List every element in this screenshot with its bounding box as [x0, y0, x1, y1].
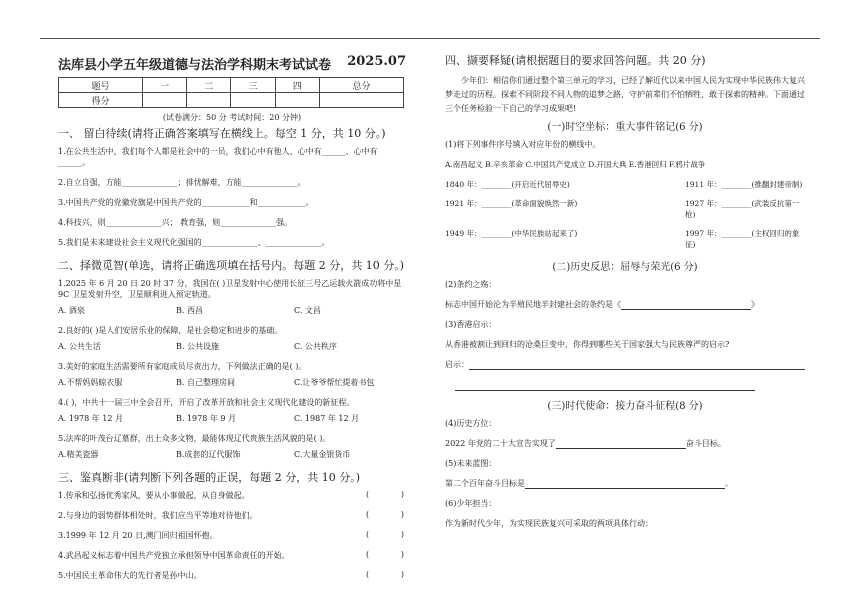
judge-question — [58, 490, 406, 501]
score-cell: 题号 — [59, 78, 143, 93]
choice-options — [58, 449, 406, 460]
task2-q2-label: (2)条约之殇： — [445, 280, 497, 289]
judge-question — [58, 550, 406, 561]
choice-options — [58, 377, 406, 388]
score-table-score-row — [59, 93, 404, 108]
choice-option[interactable]: A.精美瓷器 — [58, 450, 99, 459]
year-blank[interactable]: 1921 年：________(革命面貌焕然一新) — [445, 199, 578, 208]
choice-option[interactable]: A. 酒泉 — [58, 306, 85, 315]
choice-option[interactable]: B. 自己整理房间 — [176, 378, 235, 387]
second-goal-blank[interactable] — [525, 488, 725, 489]
choice-question: 4.( )，中共十一届三中全会召开，开启了改革开放和社会主义现代化建设的新征程。 — [58, 398, 355, 407]
exam-note: (试卷满分：50 分 考试时间：20 分钟) — [162, 113, 302, 122]
choice-question: 5.法库的叶茂台辽墓群，出土众多文物，最能体现辽代贵族生活风貌的是( )。 — [58, 434, 331, 443]
part1-heading: 一、 留白待续(请将正确答案填写在横线上。每空 1 分，共 10 分。) — [58, 127, 386, 140]
fill-question: 2.自立自强，方能______________；排忧解难，方能______________。 — [58, 178, 306, 187]
right-column — [445, 44, 805, 538]
task1-instruction: (1)将下列事件序号填入对应年份的横线中。 — [445, 140, 601, 149]
choice-options — [58, 341, 406, 352]
task1-title: (一)时空坐标：重大事件铭记(6 分) — [547, 122, 703, 133]
choice-option[interactable]: B. 1978 年 9 月 — [176, 414, 237, 423]
hk-answer-blank[interactable] — [469, 359, 805, 370]
judge-question — [58, 570, 406, 581]
choice-option[interactable]: B. 西昌 — [176, 306, 203, 315]
part4-heading: 四、撷要释疑(请根据题目的要求回答问题。共 20 分) — [445, 54, 706, 67]
top-rule — [40, 38, 820, 39]
score-cell: 四 — [275, 78, 319, 93]
task3-q4-line: 2022 年党的二十大宣告实现了 奋斗目标。 — [445, 439, 726, 448]
task3-q5-line: 第二个百年奋斗目标是 。 — [445, 479, 733, 488]
choice-option[interactable]: C. 公共秩序 — [294, 342, 337, 351]
fill-question: 1.在公共生活中，我们每个人都是社会中的一员，我们心中有他人、心中有______、心中有______。 — [58, 147, 378, 167]
judge-question-text: 1.传承和弘扬优秀家风，要从小事做起，从自身做起。 — [58, 491, 250, 500]
score-cell[interactable] — [319, 93, 403, 108]
score-cell[interactable] — [275, 93, 319, 108]
judge-answer-paren[interactable]: ( ) — [366, 550, 404, 559]
task3-q5-label: (5)未来蓝图： — [445, 459, 497, 468]
judge-answer-paren[interactable]: ( ) — [366, 490, 404, 499]
score-cell: 得分 — [59, 93, 143, 108]
task2-q3-label: (3)香港启示： — [445, 320, 497, 329]
choice-option[interactable]: A. 1978 年 12 月 — [58, 414, 124, 423]
score-cell[interactable] — [143, 93, 187, 108]
part2-heading: 二、择微觅智(单选，请将正确选项填在括号内。每题 2 分，共 10 分。) — [58, 259, 405, 272]
fill-question: 4.科技兴，则______________兴； 教育强，则______________强。 — [58, 218, 293, 227]
task2-title: (二)历史反思：屈辱与荣光(6 分) — [552, 262, 698, 273]
judge-question-text: 4.武昌起义标志着中国共产党独立承担领导中国革命责任的开始。 — [58, 551, 290, 560]
task2-q3-answer: 启示： — [445, 359, 805, 370]
choice-question: 2.良好的( )是人们安居乐业的保障，是社会稳定和进步的基础。 — [58, 326, 283, 335]
choice-option[interactable]: B. 公共设施 — [176, 342, 219, 351]
choice-question: 1.2025 年 6 月 20 日 20 时 37 分，我国在( )卫星发射中心使用长征三号乙运载火箭成功将中星 9C 卫星发射升空，卫星顺利进入预定轨道。 — [58, 279, 402, 299]
exam-title-text: 法库县小学五年级道德与法治学科期末考试试卷 — [58, 58, 332, 73]
exam-year: 2025.07 — [347, 54, 406, 69]
choice-question: 3.美好的家庭生活需要所有家庭成员尽责出力，下列做法正确的是( )。 — [58, 362, 307, 371]
judge-question-text: 3.1999 年 12 月 20 日,澳门回归祖国怀抱。 — [58, 531, 218, 540]
choice-option[interactable]: C.让爷爷帮忙提着书包 — [294, 378, 375, 387]
part4-intro: 少年们：相信你们通过整个第三单元的学习，已经了解近代以来中国人民为实现中华民族伟大复兴梦走过的历程。探索不同阶段不同人物的追梦之路，守护前辈们不怕牺牲，敢于探索的精神。下面通过三个任务检验一下自己的学习成果吧! — [445, 76, 805, 113]
task3-title: (三)时代使命：接力奋斗征程(8 分) — [547, 401, 703, 412]
choice-option[interactable]: C. 1987 年 12 月 — [294, 414, 360, 423]
task1-year-grid — [445, 179, 805, 250]
choice-option[interactable]: C. 文昌 — [294, 306, 321, 315]
hk-answer-blank-2[interactable] — [455, 380, 755, 391]
score-cell[interactable] — [231, 93, 275, 108]
task3-q6-label: (6)少年担当： — [445, 499, 497, 508]
choice-option[interactable]: A. 公共生活 — [58, 342, 101, 351]
choice-option[interactable]: C.大量金银货币 — [294, 450, 351, 459]
choice-options — [58, 413, 406, 424]
judge-question — [58, 510, 406, 521]
judge-answer-paren[interactable]: ( ) — [366, 530, 404, 539]
year-blank[interactable]: 1997 年：________(主权回归的象征) — [685, 229, 800, 249]
left-column — [58, 44, 406, 590]
judge-question-text: 2.与身边的弱势群体相处时，我们应当平等地对待他们。 — [58, 511, 258, 520]
score-table-header-row — [59, 78, 404, 93]
judge-answer-paren[interactable]: ( ) — [366, 510, 404, 519]
score-cell: 一 — [143, 78, 187, 93]
part3-heading: 三、鉴真断非(请判断下列各题的正误，每题 2 分，共 10 分。) — [58, 471, 361, 484]
fill-question: 5.我们是未来建设社会主义现代化强国的______________、______________。 — [58, 238, 330, 247]
judge-question — [58, 530, 406, 541]
score-cell: 三 — [231, 78, 275, 93]
score-cell: 总分 — [319, 78, 403, 93]
choice-option[interactable]: B.成套的辽代服饰 — [176, 450, 241, 459]
task1-options: A.南昌起义 B.辛亥革命 C.中国共产党成立 D.开国大典 E.香港回归 F.鸦片战争 — [445, 160, 706, 169]
choice-option[interactable]: A.不帮妈妈晾衣服 — [58, 378, 123, 387]
treaty-answer-blank[interactable] — [621, 309, 751, 310]
fill-question: 3.中国共产党的党徽党旗是中国共产党的____________和____________。 — [58, 198, 314, 207]
year-blank[interactable]: 1840 年：________(开启近代屈辱史) — [445, 180, 570, 189]
task3-q4-label: (4)历史方位： — [445, 419, 497, 428]
score-cell[interactable] — [187, 93, 231, 108]
year-blank[interactable]: 1927 年：________(武装反抗第一枪) — [685, 199, 800, 219]
year-blank[interactable]: 1911 年：________(推翻封建帝制) — [685, 180, 803, 189]
year-blank[interactable]: 1949 年：________(中华民族站起来了) — [445, 229, 578, 238]
score-table — [58, 77, 404, 108]
judge-answer-paren[interactable]: ( ) — [366, 570, 404, 579]
exam-title — [58, 54, 406, 73]
task3-q6-text: 作为新时代少年，为实现民族复兴可采取的两项具体行动： — [445, 519, 653, 528]
task2-q2-line: 标志中国开始沦为半殖民地半封建社会的条约是《 》 — [445, 300, 759, 309]
goal-answer-blank[interactable] — [556, 448, 686, 449]
choice-options — [58, 305, 406, 316]
task2-q3-text: 从香港被割让到回归的沧桑巨变中，你得到哪些关于国家强大与民族尊严的启示? — [445, 340, 730, 349]
score-cell: 二 — [187, 78, 231, 93]
judge-question-text: 5.中国民主革命伟大的先行者是孙中山。 — [58, 571, 202, 580]
